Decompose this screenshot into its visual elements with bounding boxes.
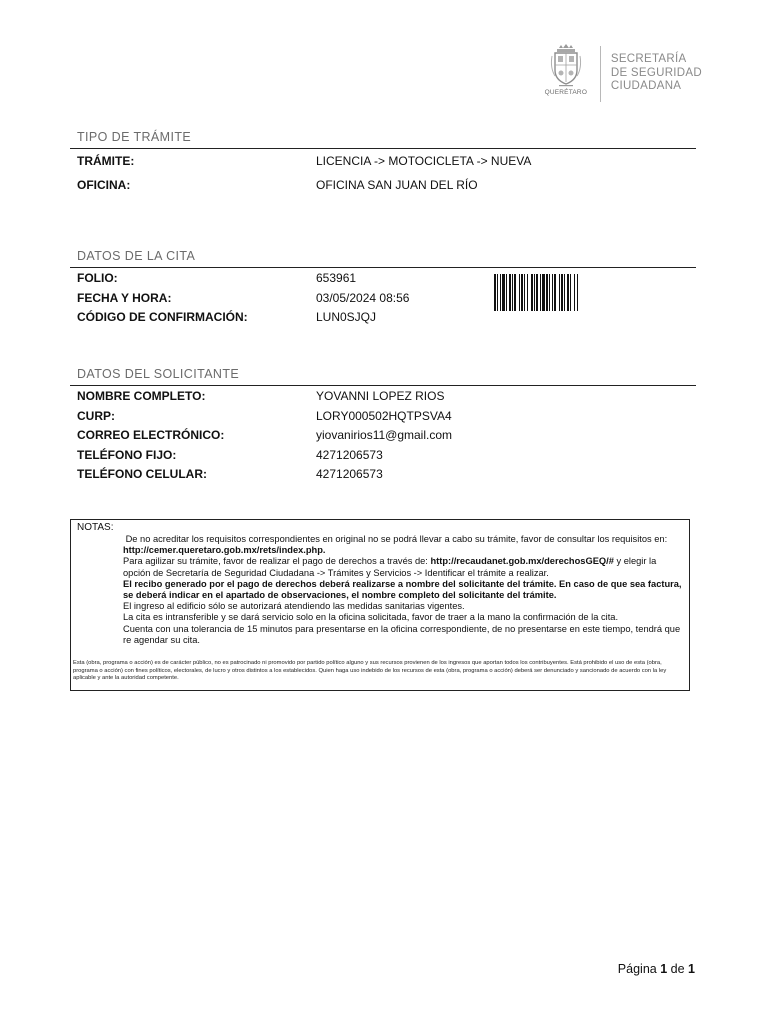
field-row-codigo-confirmacion [77, 308, 696, 328]
section-tipo-tramite [70, 128, 696, 197]
department-line: CIUDADANA [610, 80, 682, 92]
field-label: TRÁMITE: [77, 154, 135, 168]
field-value: 4271206573 [316, 467, 383, 481]
note-pago [123, 556, 683, 578]
field-row-curp [77, 407, 696, 427]
page-separator: de [670, 962, 685, 976]
header [542, 44, 702, 106]
department-line: DE SEGURIDAD [610, 66, 702, 79]
section-title: DATOS DE LA CITA [77, 249, 196, 263]
field-label: NOMBRE COMPLETO: [77, 389, 206, 403]
notes-box [70, 519, 690, 691]
field-value: LICENCIA -> MOTOCICLETA -> NUEVA [316, 154, 532, 168]
field-row-telefono-fijo [77, 446, 696, 466]
field-value: OFICINA SAN JUAN DEL RÍO [316, 178, 478, 192]
page-total: 1 [688, 962, 695, 976]
field-value: LORY000502HQTPSVA4 [316, 408, 452, 423]
department-name [611, 44, 702, 94]
field-label: TELÉFONO FIJO: [77, 447, 177, 462]
recaudanet-link[interactable]: http://recaudanet.gob.mx/derechosGEQ/# [430, 556, 614, 567]
note-recibo [123, 579, 683, 601]
requisitos-link[interactable]: http://cemer.queretaro.gob.mx/rets/index.php. [123, 545, 326, 556]
note-text: Para agilizar su trámite, favor de realizar el pago de derechos a través de: [123, 556, 431, 567]
field-row-folio [77, 269, 696, 289]
field-row-fecha-hora [77, 289, 696, 309]
field-row-correo [77, 426, 696, 446]
field-label: CORREO ELECTRÓNICO: [77, 428, 225, 442]
field-label: CÓDIGO DE CONFIRMACIÓN: [77, 310, 248, 324]
note-bold-text: El recibo generado por el pago de derechos deberá realizarse a nombre del solicitante del trámite. En caso de que sea factura, se deberá indicar en el apartado de observaciones, el nombre completo del solicitante del trámite. [123, 578, 682, 601]
section-datos-cita [70, 247, 696, 328]
field-row-oficina [77, 173, 696, 197]
barcode [494, 274, 600, 311]
note-text: y elegir la opción de Secretaría de Seguridad Ciudadana -> Trámites y Servicios -> Identificar el trámite a realizar. [123, 556, 657, 578]
page-number [618, 962, 695, 976]
note-requisitos [123, 534, 683, 556]
field-value: 653961 [316, 271, 357, 285]
page-current: 1 [660, 962, 668, 976]
legal-disclaimer: Esta (obra, programa o acción) es de carácter público, no es patrocinado ni promovido por partido político alguno y sus recursos provienen de los ingresos que aportan todos los contribuyentes. Está prohibido el uso de esta (obra, programa o acción) con fines políticos, electorales, de lucro y otros distintos a los establecidos. Quien haga uso indebido de los recursos de esta (obra, programa o acción) deberá ser denunciado y sancionado de acuerdo con la ley aplicable y ante la autoridad competente. [73, 660, 667, 682]
field-label: OFICINA: [77, 178, 131, 192]
header-divider [600, 46, 601, 102]
section-title: TIPO DE TRÁMITE [77, 130, 192, 144]
page-prefix: Página [617, 962, 657, 976]
note-ingreso: El ingreso al edificio sólo se autorizará atendiendo las medidas sanitarias vigentes. [123, 601, 465, 612]
field-label: FECHA Y HORA: [77, 290, 172, 305]
field-value: YOVANNI LOPEZ RIOS [316, 389, 445, 403]
field-label: FOLIO: [77, 271, 118, 285]
field-value: 4271206573 [316, 447, 383, 462]
field-value: 03/05/2024 08:56 [316, 290, 410, 305]
field-value: LUN0SJQJ [316, 310, 377, 324]
field-row-nombre [77, 387, 696, 407]
notes-title: NOTAS: [77, 522, 114, 533]
department-line: SECRETARÍA [610, 53, 687, 65]
field-label: TELÉFONO CELULAR: [77, 467, 207, 481]
notes-body [77, 534, 683, 646]
seal-caption: QUERÉTARO [544, 89, 588, 96]
note-text: De no acreditar los requisitos correspondientes en original no se podrá llevar a cabo su trámite, favor de consultar los requisitos en: [125, 534, 668, 544]
queretaro-seal [542, 44, 590, 106]
note-cita: La cita es intransferible y se dará servicio solo en la oficina solicitada, favor de traer a la mano la confirmación de la cita. [123, 612, 619, 623]
section-title: DATOS DEL SOLICITANTE [77, 367, 240, 381]
coat-of-arms-icon [549, 44, 583, 88]
field-row-telefono-celular [77, 465, 696, 485]
field-label: CURP: [77, 408, 115, 423]
field-value: yiovanirios11@gmail.com [316, 428, 453, 442]
note-tolerancia: Cuenta con una tolerancia de 15 minutos para presentarse en la oficina correspondiente, de no presentarse en este tiempo, tendrá que re agendar su cita. [123, 623, 681, 645]
section-datos-solicitante [70, 365, 696, 485]
field-row-tramite [77, 149, 696, 173]
